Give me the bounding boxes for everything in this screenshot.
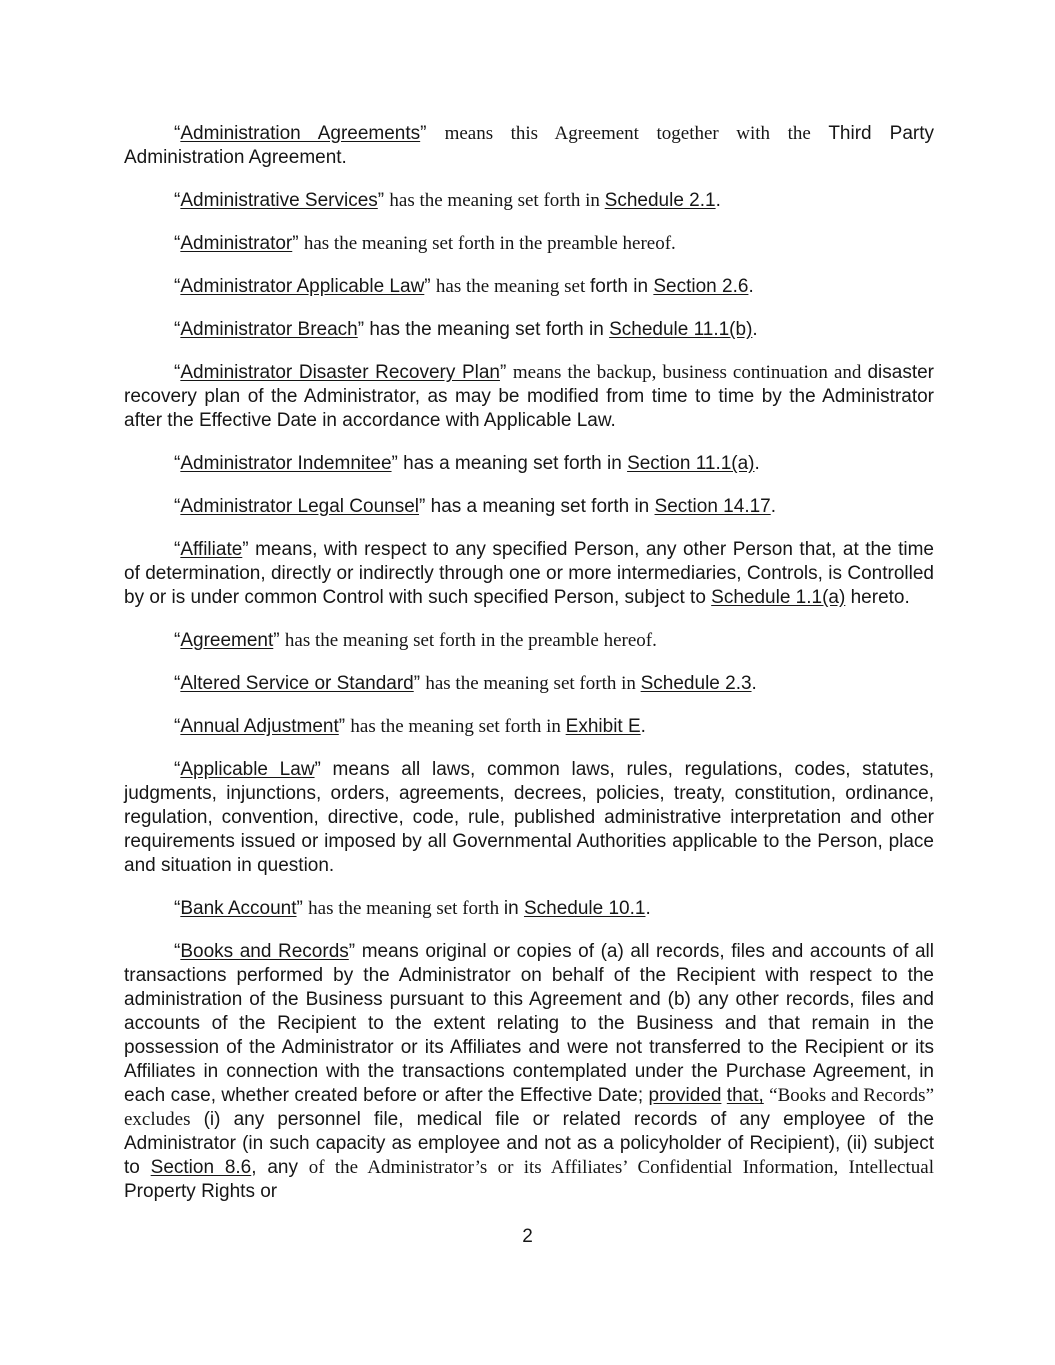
emphasis: that, xyxy=(726,1085,764,1106)
text-run: ” has a meaning set forth in xyxy=(419,496,655,517)
text-run: ” xyxy=(273,630,285,651)
text-run: . xyxy=(748,276,754,297)
text-run: ” has a meaning set forth in xyxy=(391,453,628,474)
text-run: has the meaning set xyxy=(435,276,590,297)
text-run: “Books and Records” excludes xyxy=(124,1085,939,1130)
text-run: “ xyxy=(174,539,181,560)
text-run: has the meaning set forth in the preamble hereof. xyxy=(284,630,657,651)
definition-paragraph xyxy=(124,189,934,213)
defined-term: Administrator Breach xyxy=(180,319,358,340)
definition-paragraph xyxy=(124,758,940,878)
definition-paragraph xyxy=(124,275,934,299)
cross-reference: Section 2.6 xyxy=(653,276,749,297)
defined-term: Administrative Services xyxy=(180,190,378,211)
text-run: “ xyxy=(174,319,181,340)
defined-term: Annual Adjustment xyxy=(180,716,339,737)
definition-paragraph xyxy=(124,122,939,170)
text-run: ” xyxy=(292,233,304,254)
text-run: hereto. xyxy=(845,587,910,608)
cross-reference: Schedule 2.1 xyxy=(604,190,716,211)
text-run: ” has the meaning set forth in xyxy=(357,319,610,340)
text-run: ” xyxy=(499,362,513,383)
text-run: has the meaning set forth in xyxy=(350,716,566,737)
definition-paragraph xyxy=(124,318,934,342)
definition-paragraph xyxy=(124,715,934,739)
text-run: disaster recovery plan of the Administrator, as may be modified from time to time by the Administrator after the Effective Date in accordance with Applicable Law. xyxy=(124,362,940,431)
defined-term: Administrator Indemnitee xyxy=(180,453,392,474)
text-run: forth in xyxy=(589,276,654,297)
text-run: ” means all laws, common laws, rules, regulations, codes, statutes, judgments, injunctions, orders, agreements, decrees, policies, treaty, constitution, ordinance, regulation, convention, directive, code, rule, published administrative interpretation and other requirements issued or imposed by all Governmental Authorities applicable to the Person, place and situation in question. xyxy=(124,759,940,876)
text-run: “ xyxy=(174,716,181,737)
defined-term: Administrator Disaster Recovery Plan xyxy=(180,362,500,383)
text-run: . xyxy=(751,673,757,694)
text-run: ” xyxy=(338,716,351,737)
cross-reference: Schedule 1.1(a) xyxy=(711,587,846,608)
text-run: Property Rights or xyxy=(124,1181,278,1202)
text-run: (i) any personnel file, medical file or related records of any employee of the Administrator (in such capacity as employee and not as a policyholder of Recipient), (ii) subject to xyxy=(124,1109,940,1178)
cross-reference: Section 8.6 xyxy=(150,1157,252,1178)
text-run: “ xyxy=(174,941,181,962)
text-run: , any xyxy=(251,1157,309,1178)
definition-paragraph xyxy=(124,629,934,653)
text-run: “ xyxy=(174,496,181,517)
cross-reference: Schedule 10.1 xyxy=(523,898,646,919)
text-run: of the Administrator’s or its Affiliates’ Confidential Information, Intellectual xyxy=(308,1157,939,1178)
defined-term: Administrator Legal Counsel xyxy=(180,496,420,517)
text-run: means this Agreement together with the xyxy=(444,123,829,144)
document-body xyxy=(124,122,940,1223)
text-run: “ xyxy=(174,233,181,254)
text-run: ” xyxy=(377,190,390,211)
defined-term: Applicable Law xyxy=(180,759,315,780)
cross-reference: Schedule 2.3 xyxy=(640,673,752,694)
defined-term: Administrator xyxy=(180,233,293,254)
definition-paragraph xyxy=(124,672,934,696)
definition-paragraph xyxy=(124,232,934,256)
text-run: has the meaning set forth in the preamble hereof. xyxy=(303,233,676,254)
text-run: ” xyxy=(424,276,436,297)
defined-term: Administration Agreements xyxy=(180,123,421,144)
definition-paragraph xyxy=(124,940,940,1204)
text-run: . xyxy=(752,319,758,340)
text-run: “ xyxy=(174,276,181,297)
text-run: “ xyxy=(174,673,181,694)
text-run: “ xyxy=(174,453,181,474)
cross-reference: Section 14.17 xyxy=(654,496,771,517)
defined-term: Affiliate xyxy=(180,539,243,560)
text-run: ” means original or copies of (a) all records, files and accounts of all transactions performed by the Administrator on behalf of the Recipient with respect to the administration of the Business pursuant to this Agreement and (b) any other records, files and accounts of the Recipient to the extent relating to the Business and that remain in the possession of the Administrator or its Affiliates and were not transferred to the Recipient or its Affiliates in connection with the transactions contemplated under the Purchase Agreement, in each case, whether created before or after the Effective Date; xyxy=(124,941,940,1106)
defined-term: Altered Service or Standard xyxy=(180,673,414,694)
cross-reference: Section 11.1(a) xyxy=(627,453,755,474)
text-run: ” means, with respect to any specified Person, any other Person that, at the time of determination, directly or indirectly through one or more intermediaries, Controls, is Controlled by or is under common Control with such specified Person, subject to xyxy=(124,539,940,608)
text-run: in xyxy=(503,898,524,919)
text-run: “ xyxy=(174,759,181,780)
text-run: means the backup, business continuation and xyxy=(512,362,868,383)
text-run: has the meaning set forth in xyxy=(425,673,641,694)
page-number: 2 xyxy=(522,1226,533,1247)
definition-paragraph xyxy=(124,452,934,476)
text-run: . xyxy=(754,453,760,474)
text-run: “ xyxy=(174,123,181,144)
text-run: . xyxy=(640,716,646,737)
text-run: ” xyxy=(296,898,309,919)
text-run: “ xyxy=(174,362,181,383)
definition-paragraph xyxy=(124,538,940,610)
text-run: ” xyxy=(420,123,445,144)
text-run: “ xyxy=(174,630,181,651)
definition-paragraph xyxy=(124,361,940,433)
text-run: “ xyxy=(174,898,181,919)
cross-reference: Exhibit E xyxy=(565,716,641,737)
definition-paragraph xyxy=(124,495,934,519)
definition-paragraph xyxy=(124,897,934,921)
defined-term: Administrator Applicable Law xyxy=(180,276,425,297)
emphasis: provided xyxy=(648,1085,722,1106)
text-run: has the meaning set forth xyxy=(308,898,504,919)
defined-term: Agreement xyxy=(180,630,274,651)
text-run: . xyxy=(715,190,721,211)
defined-term: Bank Account xyxy=(180,898,297,919)
text-run: “ xyxy=(174,190,181,211)
cross-reference: Schedule 11.1(b) xyxy=(609,319,753,340)
text-run: . xyxy=(770,496,777,517)
defined-term: Books and Records xyxy=(180,941,349,962)
text-run: ” xyxy=(413,673,426,694)
text-run: has the meaning set forth in xyxy=(389,190,605,211)
text-run: . xyxy=(645,898,651,919)
text-run: Third Party Administration Agreement. xyxy=(124,123,939,168)
